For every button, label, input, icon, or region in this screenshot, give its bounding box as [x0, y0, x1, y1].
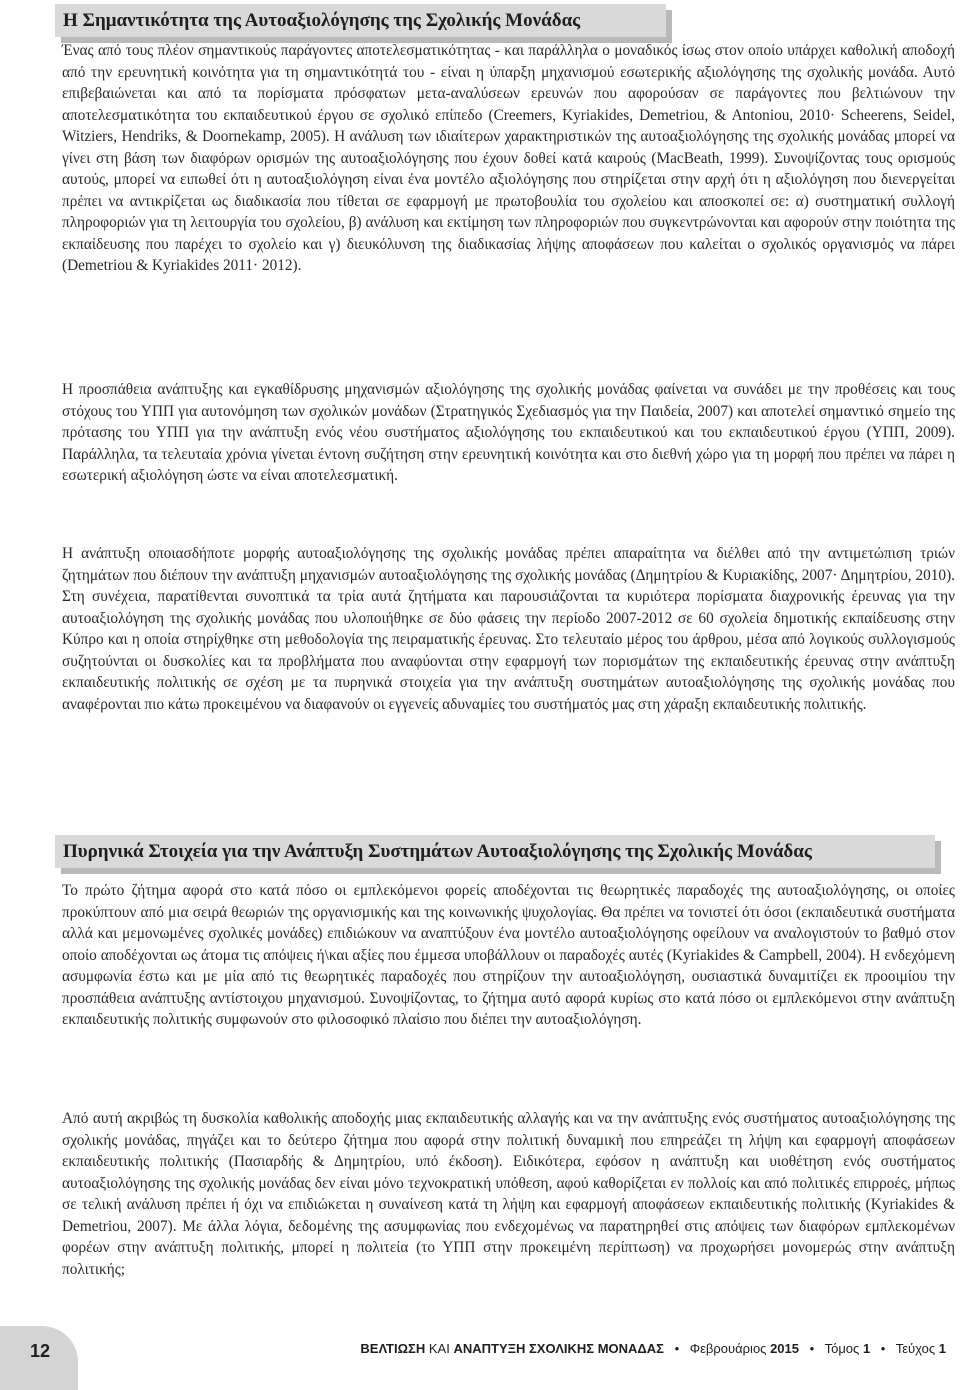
journal-title-part2: ΚΑΙ [428, 1341, 450, 1356]
journal-title-part1: ΒΕΛΤΙΩΣΗ [360, 1341, 426, 1356]
journal-footer [360, 1341, 946, 1356]
journal-title-part3: ΑΝΑΠΤΥΞΗ ΣΧΟΛΙΚΗΣ ΜΟΝΑΔΑΣ [453, 1341, 664, 1356]
issue-month: Φεβρουάριος [689, 1341, 767, 1356]
volume-number: 1 [862, 1341, 871, 1356]
paragraph-1: Ένας από τους πλέον σημαντικούς παράγοντες αποτελεσματικότητας - και παράλληλα ο μοναδικός ίσως στον οποίο υπάρχει καθολική αποδοχή από την ερευνητική κοινότητα για τη σημαντικότητά του - είναι η ύπαρξη μηχανισμού εσωτερικής αξιολόγησης της σχολικής μονάδα. Αυτό επιβεβαιώνεται και από τα πορίσματα πρόσφατων μετα-αναλύσεων ερευνών που αφορούσαν σε παράγοντες που βελτιώνουν την αποτελεσματικότητα του εκπαιδευτικού έργου σε σχολικό επίπεδο (Creemers, Kyriakides, Demetriou, & Antoniou, 2010· Scheerens, Seidel, Witziers, Hendriks, & Doornekamp, 2005). Η ανάλυση των ιδιαίτερων χαρακτηριστικών της αυτοαξιολόγησης της σχολικής μονάδας μπορεί να γίνει στη βάση των διαφόρων ορισμών της αυτοαξιολόγησης που έχουν δοθεί κατά καιρούς (MacBeath, 1999). Συνοψίζοντας τους ορισμούς αυτούς, μπορεί να ειπωθεί ότι η αυτοαξιολόγηση είναι ένα μοντέλο αξιολόγησης που στηρίζεται στην αρχή ότι η αξιολόγηση που διενεργείται πρέπει να αντικρίζεται ως διαδικασία που τίθεται σε εφαρμογή με πρωτοβουλία του σχολείου και αποσκοπεί σε: α) συστηματική συλλογή πληροφοριών για τη λειτουργία του σχολείου, β) ανάλυση και εκτίμηση των πληροφοριών που συγκεντρώνονται και αφορούν στην ποιότητα της εκπαίδευσης που παρέχει το σχολείο και γ) διευκόλυνση της διαδικασίας λήψης αποφάσεων που καλείται ο σχολικός οργανισμός να πάρει (Demetriou & Kyriakides 2011· 2012). [62, 42, 955, 274]
section-heading-importance: Η Σημαντικότητα της Αυτοαξιολόγησης της Σχολικής Μονάδας [55, 4, 666, 37]
paragraph-4: Το πρώτο ζήτημα αφορά στο κατά πόσο οι εμπλεκόμενοι φορείς αποδέχονται τις θεωρητικές παραδοχές της αυτοαξιολόγησης, οι οποίες προκύπτουν από μια σειρά θεωριών της οργανισμικής και της κοινωνικής ψυχολογίας. Θα πρέπει να τονιστεί ότι όσοι (εκπαιδευτικά συστήματα αλλά και μεμονωμένες σχολικές μονάδες) επιδιώκουν να αναπτύξουν ένα μοντέλο αυτοαξιολόγησης οφείλουν να αναλογιστούν το βαθμό στον οποίο αποδέχονται ως άτομα τις απόψεις ή\και αξίες που έμμεσα υποβάλλουν οι παραδοχές αυτές (Kyriakides & Campbell, 2004). Η ενδεχόμενη ασυμφωνία έστω και με μία από τις θεωρητικές παραδοχές που στηρίζουν την αυτοαξιολόγηση, ουσιαστικά δυναμιτίζει εκ προοιμίου την προσπάθεια ανάπτυξης αντίστοιχου μηχανισμού. Συνοψίζοντας, το ζήτημα αυτό αφορά κυρίως στο κατά πόσο οι εμπλεκόμενοι στην ανάπτυξη εκπαιδευτικής πολιτικής συμφωνούν στο φιλοσοφικό πλαίσιο που διέπει την αυτοαξιολόγηση. [62, 882, 955, 1028]
bullet-icon: • [809, 1341, 815, 1356]
issue-year: 2015 [770, 1341, 799, 1356]
paragraph-3: Η ανάπτυξη οποιασδήποτε μορφής αυτοαξιολόγησης της σχολικής μονάδας πρέπει απαραίτητα να διέλθει από την αντιμετώπιση τριών ζητημάτων που διέπουν την ανάπτυξη μηχανισμών αυτοαξιολόγησης της σχολικής μονάδας (Δημητρίου & Κυριακίδης, 2007· Δημητρίου, 2010). Στη συνέχεια, παρατίθενται συνοπτικά τα τρία αυτά ζητήματα και παρουσιάζονται τα κυριότερα πορίσματα διαχρονικής έρευνας για την αυτοαξιολόγηση της σχολικής μονάδας που υλοποιήθηκε σε δύο φάσεις την περίοδο 2007-2012 σε 60 σχολεία δημοτικής εκπαίδευσης στην Κύπρο και η οποία στηρίχθηκε στη μεθοδολογία της πειραματικής έρευνας. Στο τελευταίο μέρος του άρθρου, μέσα από λογικούς συλλογισμούς συζητούνται οι δυσκολίες και τα προβλήματα που αναφύονται στην εφαρμογή των πορισμάτων της εκπαιδευτικής έρευνας στην ανάπτυξη εκπαιδευτικής πολιτικής σε σχέση με τα πυρηνικά στοιχεία για την ανάπτυξη συστημάτων αυτοαξιολόγησης της σχολικής μονάδας που αναφέρονται πιο κάτω προκειμένου να διαφανούν οι εγγενείς αδυναμίες του συστήματός μας στη χάραξη εκπαιδευτικής πολιτικής. [62, 545, 955, 713]
issue-label: Τεύχος [895, 1341, 936, 1356]
bullet-icon: • [674, 1341, 680, 1356]
bullet-icon: • [880, 1341, 886, 1356]
section-heading-core-elements: Πυρηνικά Στοιχεία για την Ανάπτυξη Συστημάτων Αυτοαξιολόγησης της Σχολικής Μονάδας [55, 835, 935, 868]
paragraph-5: Από αυτή ακριβώς τη δυσκολία καθολικής αποδοχής μιας εκπαιδευτικής αλλαγής και να την ανάπτυξης ενός συστήματος αυτοαξιολόγησης της σχολικής μονάδας, πηγάζει και το δεύτερο ζήτημα που αφορά στην πολιτική δυναμική που επηρεάζει τη λήψη και εφαρμογή αποφάσεων εκπαιδευτικής πολιτικής (Πασιαρδής & Δημητρίου, υπό έκδοση). Ειδικότερα, εφόσον η ανάπτυξη και υιοθέτηση ενός συστήματος αυτοαξιολόγησης της σχολικής μονάδας δεν είναι μόνο τεχνοκρατική υπόθεση, αφού καθορίζεται εν πολλοίς και από πολιτικές επιρροές, μήπως σε τελική ανάλυση πρέπει ή όχι να επιδιώκεται η συναίνεση κατά τη λήψη και εφαρμογή αποφάσεων εκπαιδευτικής πολιτικής (Kyriakides & Demetriou, 2007). Με άλλα λόγια, δεδομένης της ασυμφωνίας που ενδεχομένως να παρατηρηθεί στις απόψεις των διαφόρων εμπλεκομένων φορέων στην ανάπτυξη πολιτικής, μπορεί η πολιτεία (το ΥΠΠ στην προκειμένη περίπτωση) να προχωρήσει μονομερώς στην ανάπτυξη πολιτικής; [62, 1110, 955, 1278]
page-number: 12 [30, 1341, 51, 1361]
issue-number: 1 [938, 1341, 946, 1356]
volume-label: Τόμος [824, 1341, 860, 1356]
paragraph-2: Η προσπάθεια ανάπτυξης και εγκαθίδρυσης μηχανισμών αξιολόγησης της σχολικής μονάδας φαίνεται να συνάδει με την προθέσεις και τους στόχους του ΥΠΠ για αυτονόμηση των σχολικών μονάδων (Στρατηγικός Σχεδιασμός για την Παιδεία, 2007) και αποτελεί σημαντικό σημείο της πρότασης του ΥΠΠ για την ανάπτυξη ενός νέου συστήματος αξιολόγησης του εκπαιδευτικού και του εκπαιδευτικού έργου (ΥΠΠ, 2009). Παράλληλα, τα τελευταία χρόνια γίνεται έντονη συζήτηση στην ερευνητική κοινότητα και στο διεθνή χώρο για τη μορφή που πρέπει να πάρει η εσωτερική αξιολόγηση ώστε να είναι αποτελεσματική. [62, 381, 955, 484]
